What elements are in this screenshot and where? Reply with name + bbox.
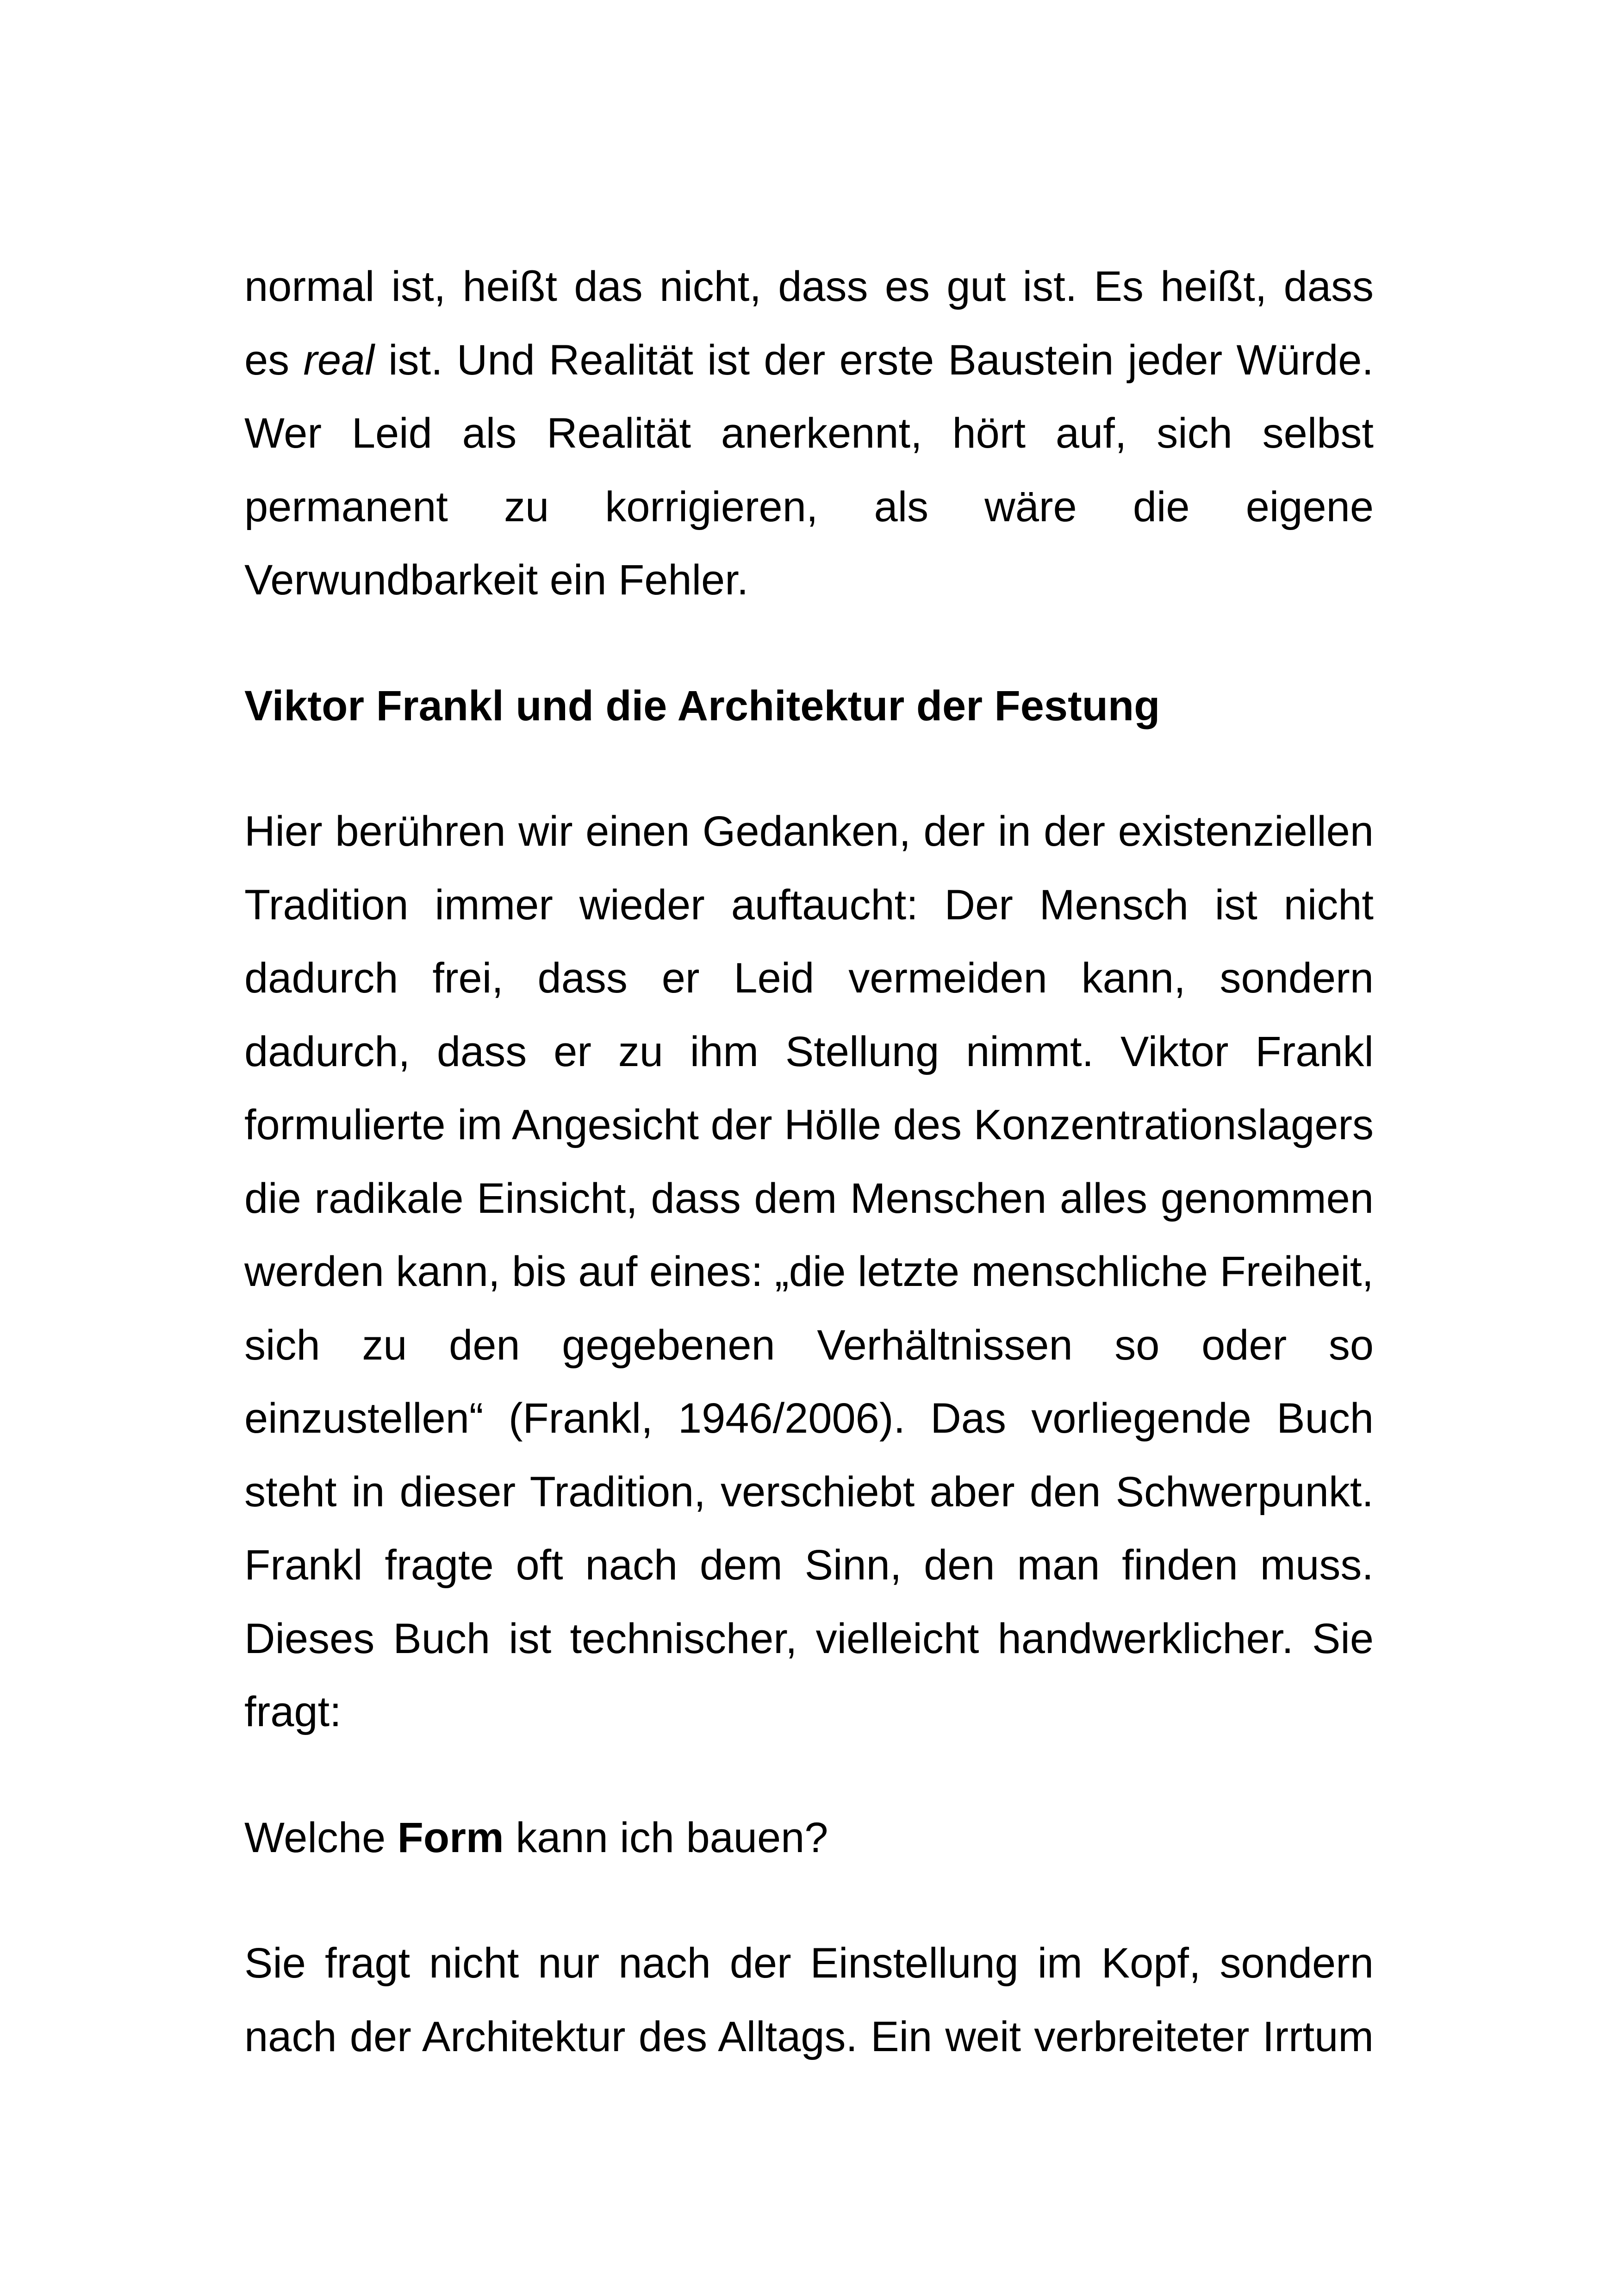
paragraph-1-text-b: ist. Und Realität ist der erste Baustein jeder Würde. Wer Leid als Realität anerkennt, hört auf, sich selbst permanent zu korrigieren, als wäre die eigene Verwundbarkeit ein Fehler. bbox=[244, 336, 1374, 604]
paragraph-1-text-a: normal ist, heißt das nicht, dass es gut ist. Es heißt, dass es bbox=[244, 263, 1374, 384]
section-heading: Viktor Frankl und die Architektur der Festung bbox=[244, 682, 1160, 730]
text-column bbox=[244, 250, 1374, 2073]
emphasis-real: real bbox=[303, 336, 374, 384]
question-line bbox=[244, 1801, 1374, 1875]
bold-form: Form bbox=[397, 1814, 504, 1861]
paragraph-architecture: Sie fragt nicht nur nach der Einstellung im Kopf, sondern nach der Architektur des Alltags. Ein weit verbreiteter Irrtum bbox=[244, 1940, 1374, 2060]
paragraph-frankl: Hier berühren wir einen Gedanken, der in der existenziellen Tradition immer wieder auftaucht: Der Mensch ist nicht dadurch frei, dass er Leid vermeiden kann, sondern dadurch, dass er zu ihm Stellung nimmt. Viktor Frankl formulierte im Angesicht der Hölle des Konzentrationslagers die radikale Einsicht, dass dem Menschen alles genommen werden kann, bis auf eines: „die letzte menschliche Freiheit, sich zu den gegebenen Verhältnissen so oder so einzustellen“ (Frankl, 1946/2006). Das vorliegende Buch steht in dieser Tradition, verschiebt aber den Schwerpunkt. Frankl fragte oft nach dem Sinn, den man finden muss. Dieses Buch ist technischer, vielleicht handwerklicher. Sie fragt: bbox=[244, 808, 1374, 1735]
question-text-a: Welche bbox=[244, 1814, 398, 1861]
question-text-b: kann ich bauen? bbox=[504, 1814, 828, 1861]
paragraph-real-as-dignity bbox=[244, 250, 1374, 617]
